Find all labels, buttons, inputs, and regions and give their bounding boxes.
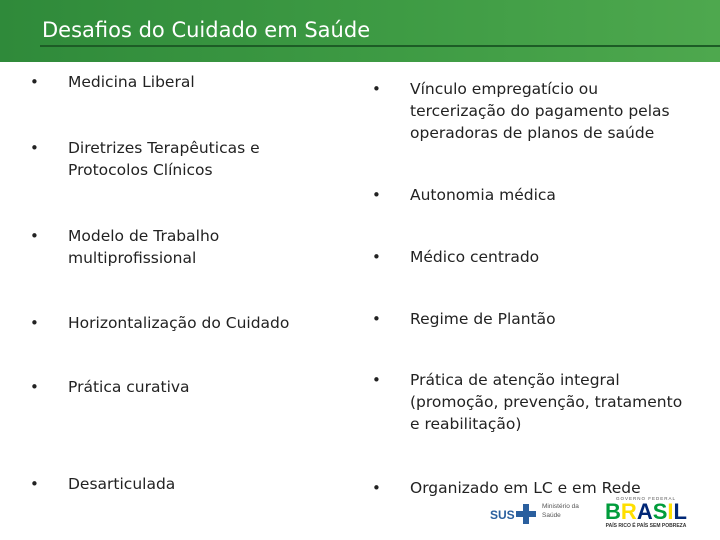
right-bullet-text: Organizado em LC e em Rede [410, 479, 641, 497]
slide-header [0, 0, 720, 62]
right-bullet-text: Regime de Plantão [410, 310, 556, 328]
brasil-slogan: PAÍS RICO É PAÍS SEM POBREZA [605, 523, 687, 529]
left-bullet-text: Prática curativa [68, 378, 190, 396]
left-bullet-text: Horizontalização do Cuidado [68, 314, 290, 332]
brasil-letter: L [673, 499, 687, 524]
sus-logo [490, 494, 600, 534]
footer-logos [490, 494, 720, 540]
brasil-letter: S [652, 499, 668, 524]
bullet-icon: • [372, 479, 381, 497]
bullet-icon: • [30, 73, 39, 91]
ministry-label: Ministério da Saúde [542, 503, 579, 519]
right-bullet-text: Vínculo empregatício ou tercerização do pagamento pelas operadoras de planos de saúde [410, 80, 670, 142]
bullet-icon: • [30, 314, 39, 332]
left-bullet-text: Desarticulada [68, 475, 176, 493]
right-bullet-text: Autonomia médica [410, 186, 556, 204]
bullet-icon: • [30, 475, 39, 493]
brasil-letter: R [620, 499, 637, 524]
brasil-logo [598, 496, 694, 530]
brasil-wordmark [598, 501, 694, 523]
bullet-icon: • [372, 80, 381, 98]
brasil-letter: I [667, 499, 674, 524]
bullet-icon: • [372, 371, 381, 389]
brasil-letter: A [636, 499, 653, 524]
brasil-letter: B [605, 499, 621, 524]
bullet-icon: • [372, 310, 381, 328]
slide-title: Desafios do Cuidado em Saúde [42, 18, 371, 42]
left-bullet-text: Medicina Liberal [68, 73, 195, 91]
left-bullet-text: Diretrizes Terapêuticas e Protocolos Clínicos [68, 139, 260, 179]
right-bullet-text: Prática de atenção integral (promoção, prevenção, tratamento e reabilitação) [410, 371, 683, 433]
bullet-icon: • [372, 248, 381, 266]
sus-label: SUS [490, 508, 515, 522]
bullet-icon: • [372, 186, 381, 204]
brasil-top-label: GOVERNO FEDERAL [615, 496, 676, 501]
cross-icon [516, 504, 536, 524]
bullet-icon: • [30, 139, 39, 157]
header-underline [40, 45, 720, 47]
left-bullet-text: Modelo de Trabalho multiprofissional [68, 227, 220, 267]
right-bullet-text: Médico centrado [410, 248, 540, 266]
bullet-icon: • [30, 227, 39, 245]
bullet-icon: • [30, 378, 39, 396]
